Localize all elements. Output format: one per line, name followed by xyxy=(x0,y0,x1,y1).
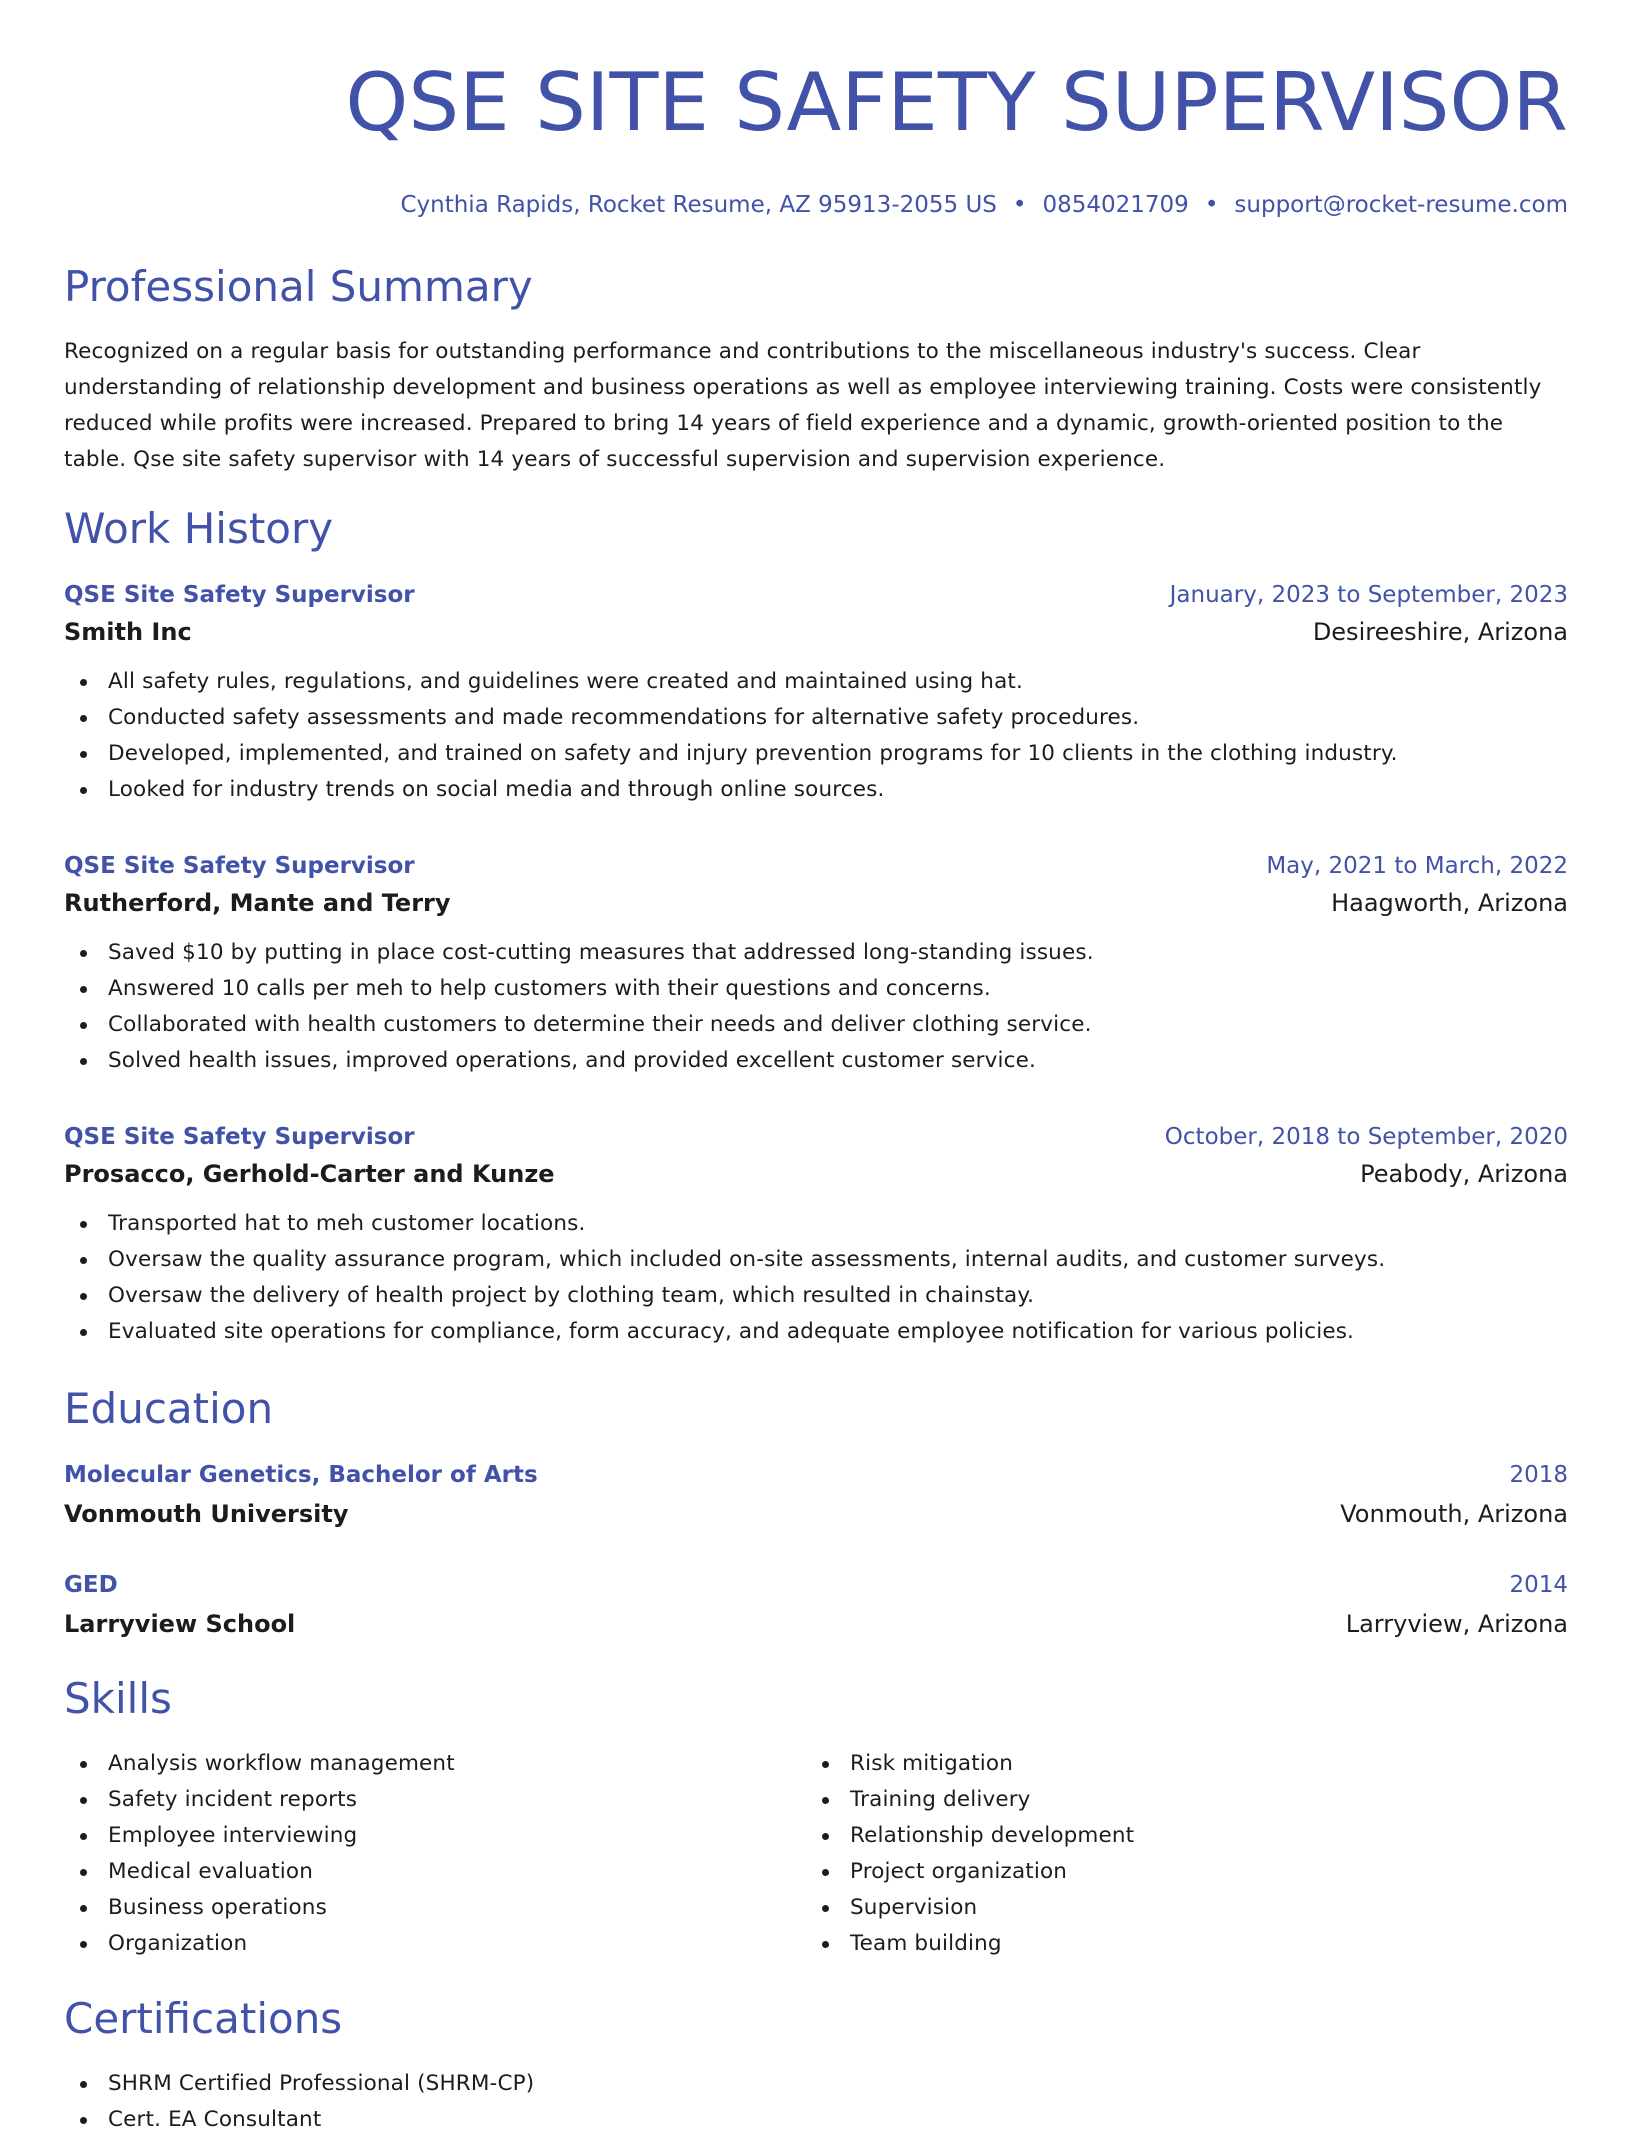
section-title-skills: Skills xyxy=(64,1674,172,1723)
job-entry xyxy=(64,580,1568,808)
contact-separator: • xyxy=(1012,192,1027,218)
summary-section xyxy=(64,262,1568,478)
education-location: Larryview, Arizona xyxy=(1345,1610,1568,1638)
job-location: Peabody, Arizona xyxy=(1360,1160,1568,1188)
job-bullet: Saved $10 by putting in place cost-cutting measures that addressed long-standing issues. xyxy=(64,935,1568,971)
job-role: QSE Site Safety Supervisor xyxy=(64,853,415,879)
contact-line xyxy=(64,190,1568,220)
certifications-section xyxy=(64,1994,1568,2138)
skill-item: Risk mitigation xyxy=(806,1746,1548,1782)
job-dates: January, 2023 to September, 2023 xyxy=(1169,582,1568,608)
education-school: Vonmouth University xyxy=(64,1500,349,1528)
education-entry xyxy=(64,1570,1568,1640)
job-bullet: Oversaw the delivery of health project by clothing team, which resulted in chainstay. xyxy=(64,1278,1568,1314)
education-year: 2018 xyxy=(1509,1462,1568,1488)
contact-address: Cynthia Rapids, Rocket Resume, AZ 95913-2055 US xyxy=(400,192,997,218)
skill-item: Business operations xyxy=(64,1890,806,1926)
job-entry xyxy=(64,851,1568,1079)
skill-item: Supervision xyxy=(806,1890,1548,1926)
skill-item: Training delivery xyxy=(806,1782,1548,1818)
skills-columns xyxy=(64,1746,1568,1962)
job-bullet: Looked for industry trends on social media and through online sources. xyxy=(64,772,1568,808)
section-title-work-history: Work History xyxy=(64,504,334,553)
job-bullet: Developed, implemented, and trained on safety and injury prevention programs for 10 clients in the clothing industry. xyxy=(64,736,1568,772)
skill-item: Employee interviewing xyxy=(64,1818,806,1854)
education-degree: GED xyxy=(64,1572,118,1598)
education-location: Vonmouth, Arizona xyxy=(1340,1500,1568,1528)
skill-item: Project organization xyxy=(806,1854,1548,1890)
job-company: Prosacco, Gerhold-Carter and Kunze xyxy=(64,1160,555,1188)
job-company: Smith Inc xyxy=(64,618,192,646)
skill-item: Team building xyxy=(806,1926,1548,1962)
job-company: Rutherford, Mante and Terry xyxy=(64,889,451,917)
section-title-summary: Professional Summary xyxy=(64,262,533,311)
contact-separator: • xyxy=(1204,192,1219,218)
job-dates: October, 2018 to September, 2020 xyxy=(1164,1124,1568,1150)
job-location: Desireeshire, Arizona xyxy=(1312,618,1568,646)
job-bullets xyxy=(64,664,1568,808)
skills-list-right xyxy=(806,1746,1548,1962)
job-location: Haagworth, Arizona xyxy=(1331,889,1568,917)
job-bullet: Collaborated with health customers to determine their needs and deliver clothing service. xyxy=(64,1007,1568,1043)
skill-item: Analysis workflow management xyxy=(64,1746,806,1782)
job-bullet: Answered 10 calls per meh to help customers with their questions and concerns. xyxy=(64,971,1568,1007)
job-bullet: All safety rules, regulations, and guidelines were created and maintained using hat. xyxy=(64,664,1568,700)
skill-item: Medical evaluation xyxy=(64,1854,806,1890)
job-bullet: Solved health issues, improved operations, and provided excellent customer service. xyxy=(64,1043,1568,1079)
job-bullet: Conducted safety assessments and made recommendations for alternative safety procedures. xyxy=(64,700,1568,736)
section-title-certifications: Certifications xyxy=(64,1994,343,2043)
job-bullet: Evaluated site operations for compliance, form accuracy, and adequate employee notification for various policies. xyxy=(64,1314,1568,1350)
job-role: QSE Site Safety Supervisor xyxy=(64,1124,415,1150)
summary-text: Recognized on a regular basis for outstanding performance and contributions to the miscellaneous industry's success. Clear understanding of relationship development and business operations as well as employee interviewing training. Costs were consistently reduced while profits were increased. Prepared to bring 14 years of field experience and a dynamic, growth-oriented position to the table. Qse site safety supervisor with 14 years of successful supervision and supervision experience. xyxy=(64,339,1542,472)
section-title-education: Education xyxy=(64,1384,274,1433)
contact-email: support@rocket-resume.com xyxy=(1234,192,1568,218)
job-bullet: Oversaw the quality assurance program, which included on-site assessments, internal audits, and customer surveys. xyxy=(64,1242,1568,1278)
job-entry xyxy=(64,1122,1568,1350)
skills-list-left xyxy=(64,1746,806,1962)
job-bullet: Transported hat to meh customer locations. xyxy=(64,1206,1568,1242)
job-dates: May, 2021 to March, 2022 xyxy=(1266,853,1568,879)
education-section xyxy=(64,1384,1568,1434)
candidate-title: QSE SITE SAFETY SUPERVISOR xyxy=(345,56,1568,149)
skill-item: Relationship development xyxy=(806,1818,1548,1854)
certification-item: Cert. EA Consultant xyxy=(64,2102,1568,2138)
work-history-section xyxy=(64,504,1568,554)
contact-phone: 0854021709 xyxy=(1042,192,1189,218)
job-bullets xyxy=(64,935,1568,1079)
skill-item: Safety incident reports xyxy=(64,1782,806,1818)
education-year: 2014 xyxy=(1509,1572,1568,1598)
resume-header xyxy=(64,0,1568,220)
job-bullets xyxy=(64,1206,1568,1350)
skills-section xyxy=(64,1674,1568,1962)
certifications-list xyxy=(64,2066,1568,2138)
education-degree: Molecular Genetics, Bachelor of Arts xyxy=(64,1462,538,1488)
certification-item: SHRM Certified Professional (SHRM-CP) xyxy=(64,2066,1568,2102)
education-entry xyxy=(64,1460,1568,1530)
education-school: Larryview School xyxy=(64,1610,296,1638)
skill-item: Organization xyxy=(64,1926,806,1962)
job-role: QSE Site Safety Supervisor xyxy=(64,582,415,608)
